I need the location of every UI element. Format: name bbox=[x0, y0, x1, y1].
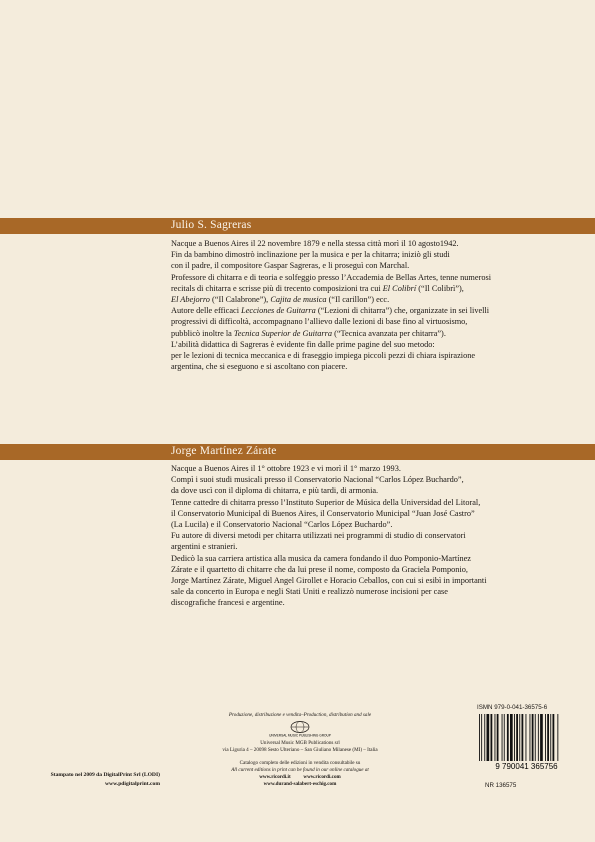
text-line bbox=[171, 305, 581, 316]
text-line bbox=[171, 530, 581, 541]
text-line bbox=[171, 272, 581, 283]
text-line bbox=[171, 260, 581, 271]
text-line bbox=[171, 553, 581, 564]
barcode-bar bbox=[491, 714, 493, 761]
printer-website: www.pdigitalprint.com bbox=[104, 781, 160, 787]
text-segment: (La Lucila) e il Conservatorio Nacional “Carlos López Buchardo”. bbox=[171, 520, 393, 530]
barcode-bar bbox=[484, 714, 485, 761]
universal-globe-logo bbox=[269, 721, 331, 739]
text-segment: Dedicò la sua carriera artistica alla musica da camera fondando il duo Pomponio-Martínez bbox=[171, 553, 471, 563]
printer-credit bbox=[20, 771, 160, 789]
text-segment: (“Il Colibrì”), bbox=[416, 283, 464, 293]
barcode-bar bbox=[522, 714, 524, 761]
work-title: El Abejorro bbox=[171, 295, 210, 305]
section-title: Julio S. Sagreras bbox=[171, 219, 252, 231]
text-line bbox=[171, 497, 581, 508]
section-header-band bbox=[0, 218, 595, 234]
barcode-bar bbox=[504, 714, 505, 761]
barcode-bar bbox=[507, 714, 509, 761]
text-segment: discografiche francesi e argentine. bbox=[171, 598, 285, 608]
barcode bbox=[477, 714, 576, 770]
text-segment: argentini e stranieri. bbox=[171, 542, 238, 552]
barcode-number: 9 790041 365756 bbox=[495, 762, 558, 771]
text-line bbox=[171, 249, 581, 260]
section-title: Jorge Martínez Zárate bbox=[171, 445, 277, 457]
barcode-bar bbox=[497, 714, 499, 761]
text-segment: (“Lezioni di chitarra”) che, organizzate in sei livelli bbox=[315, 306, 490, 316]
publisher-website-durand: www.durand-salabert-eschig.com bbox=[263, 781, 337, 788]
text-segment: Fu autore di diversi metodi per chitarra utilizzati nei programmi di studio di conservatori bbox=[171, 531, 466, 541]
catalog-note-it: Catalogo completo delle edizioni in vendita consultabile su bbox=[239, 759, 361, 766]
text-line bbox=[171, 474, 581, 485]
barcode-bar bbox=[514, 714, 515, 761]
biography-text bbox=[171, 238, 581, 372]
publisher-block bbox=[200, 712, 400, 788]
barcode-bar bbox=[479, 714, 480, 761]
text-line bbox=[171, 361, 581, 372]
text-line bbox=[171, 575, 581, 586]
text-segment: pubblicò inoltre la bbox=[171, 328, 234, 338]
text-line bbox=[171, 350, 581, 361]
barcode-bar bbox=[550, 714, 551, 761]
barcode-bar bbox=[538, 714, 539, 761]
text-line bbox=[171, 238, 581, 249]
text-segment: L’abilità didattica di Sagreras è evidente fin dalle prime pagine del suo metodo: bbox=[171, 339, 435, 349]
text-segment: con il padre, il compositore Gaspar Sagreras, e li proseguì con Marchal. bbox=[171, 261, 410, 271]
text-segment: per le lezioni di tecnica meccanica e di fraseggio impiega piccoli pezzi di chiara ispirazione bbox=[171, 351, 476, 361]
text-segment: il Conservatorio Municipal di Buenos Aires, il Conservatorio Municipal “Juan José Castro” bbox=[171, 508, 475, 518]
text-segment: Nacque a Buenos Aires il 1° ottobre 1923 e vi morì il 1° marzo 1993. bbox=[171, 464, 401, 473]
barcode-bar bbox=[502, 714, 503, 761]
barcode-bar bbox=[545, 714, 546, 761]
work-title: Lecciones de Guitarra bbox=[241, 306, 316, 316]
barcode-bar bbox=[519, 714, 520, 761]
text-line bbox=[171, 485, 581, 496]
text-segment: (“Il carillon”) ecc. bbox=[326, 295, 390, 305]
catalog-note-en: All current editions in print can be found in our online catalogue at bbox=[231, 766, 369, 773]
publisher-address: via Liguria 4 – 20098 Sesto Ulteriano – San Giuliano Milanese (MI) – Italia bbox=[222, 747, 378, 754]
barcode-bar bbox=[540, 714, 543, 761]
text-segment: (“Il Calabrone”), bbox=[209, 295, 271, 305]
work-title: El Colibrí bbox=[382, 283, 417, 293]
publisher-intro: Produzione, distribuzione e vendita–Production, distribution and sale bbox=[228, 712, 372, 718]
text-segment: recitals di chitarra e scrisse più di trecento composizioni tra cui bbox=[171, 283, 383, 293]
text-segment: da dove uscì con il diploma di chitarra, e più tardi, di armonia. bbox=[171, 486, 379, 496]
barcode-bar bbox=[535, 714, 536, 761]
barcode-bar bbox=[495, 714, 496, 761]
text-segment: Fin da bambino dimostrò inclinazione per la musica e per la chitarra; iniziò gli studi bbox=[171, 250, 450, 260]
publisher-websites: www.ricordi.it www.ricordi.com bbox=[259, 774, 341, 781]
barcode-bar bbox=[553, 714, 555, 761]
text-segment: Compì i suoi studi musicali presso il Conservatorio Nacional “Carlos López Buchardo”, bbox=[171, 475, 464, 485]
text-segment: sale da concerto in Europa e negli Stati Uniti e realizzò numerose incisioni per case bbox=[171, 587, 448, 597]
text-line bbox=[171, 519, 581, 530]
text-line bbox=[171, 586, 581, 597]
text-segment: Professore di chitarra e di teoria e solfeggio presso l’Accademia de Bellas Artes, tenne numerosi bbox=[171, 272, 492, 282]
text-segment: Tenne cattedre di chitarra presso l’Instituto Superior de Música della Universidad del Litoral, bbox=[171, 497, 481, 507]
catalog-number: NR 136575 bbox=[485, 782, 517, 789]
text-segment: (“Tecnica avanzata per chitarra”). bbox=[332, 328, 446, 338]
text-segment: Zárate e il quartetto di chitarre che da lui prese il nome, composto da Graciela Pomponio, bbox=[171, 564, 468, 574]
text-line bbox=[171, 564, 581, 575]
barcode-bar bbox=[547, 714, 549, 761]
text-segment: Autore delle efficaci bbox=[171, 306, 242, 316]
text-segment: Jorge Martínez Zárate, Miguel Angel Girollet e Horacio Ceballos, con cui si esibì in importanti bbox=[171, 576, 487, 586]
barcode-bar bbox=[526, 714, 527, 761]
barcode-bar bbox=[516, 714, 518, 761]
text-line bbox=[171, 463, 581, 474]
barcode-bar bbox=[481, 714, 482, 761]
text-segment: argentina, che si eseguono e si ascoltano con piacere. bbox=[171, 362, 348, 372]
text-line bbox=[171, 283, 581, 294]
work-title: Tecnica Superior de Guitarra bbox=[233, 328, 333, 338]
barcode-bar bbox=[510, 714, 513, 761]
text-line bbox=[171, 597, 581, 608]
barcode-bar bbox=[487, 714, 490, 761]
work-title: Cajita de musica bbox=[270, 295, 327, 305]
printer-name: Stampato nel 2009 da DigitalPrint Srl (LODI) bbox=[50, 772, 160, 778]
logo-text: UNIVERSAL MUSIC PUBLISHING GROUP bbox=[269, 733, 331, 738]
text-line bbox=[171, 508, 581, 519]
text-line bbox=[171, 328, 581, 339]
text-segment: Nacque a Buenos Aires il 22 novembre 1879 e nella stessa città morì il 10 agosto1942. bbox=[171, 239, 459, 248]
text-line bbox=[171, 294, 581, 305]
text-line bbox=[171, 541, 581, 552]
biography-text bbox=[171, 463, 581, 609]
text-line bbox=[171, 339, 581, 350]
ismn-code: ISMN 979-0-041-36575-6 bbox=[477, 704, 548, 711]
section-header-band bbox=[0, 444, 595, 460]
barcode-bar bbox=[530, 714, 531, 761]
text-line bbox=[171, 316, 581, 327]
text-segment: progressivi di difficoltà, accompagnano l’allievo dalle lezioni di base fino al virtuosismo, bbox=[171, 317, 468, 327]
barcode-bar bbox=[557, 714, 558, 761]
barcode-bar bbox=[532, 714, 534, 761]
publisher-name: Universal Music MGB Publications srl bbox=[260, 740, 340, 747]
